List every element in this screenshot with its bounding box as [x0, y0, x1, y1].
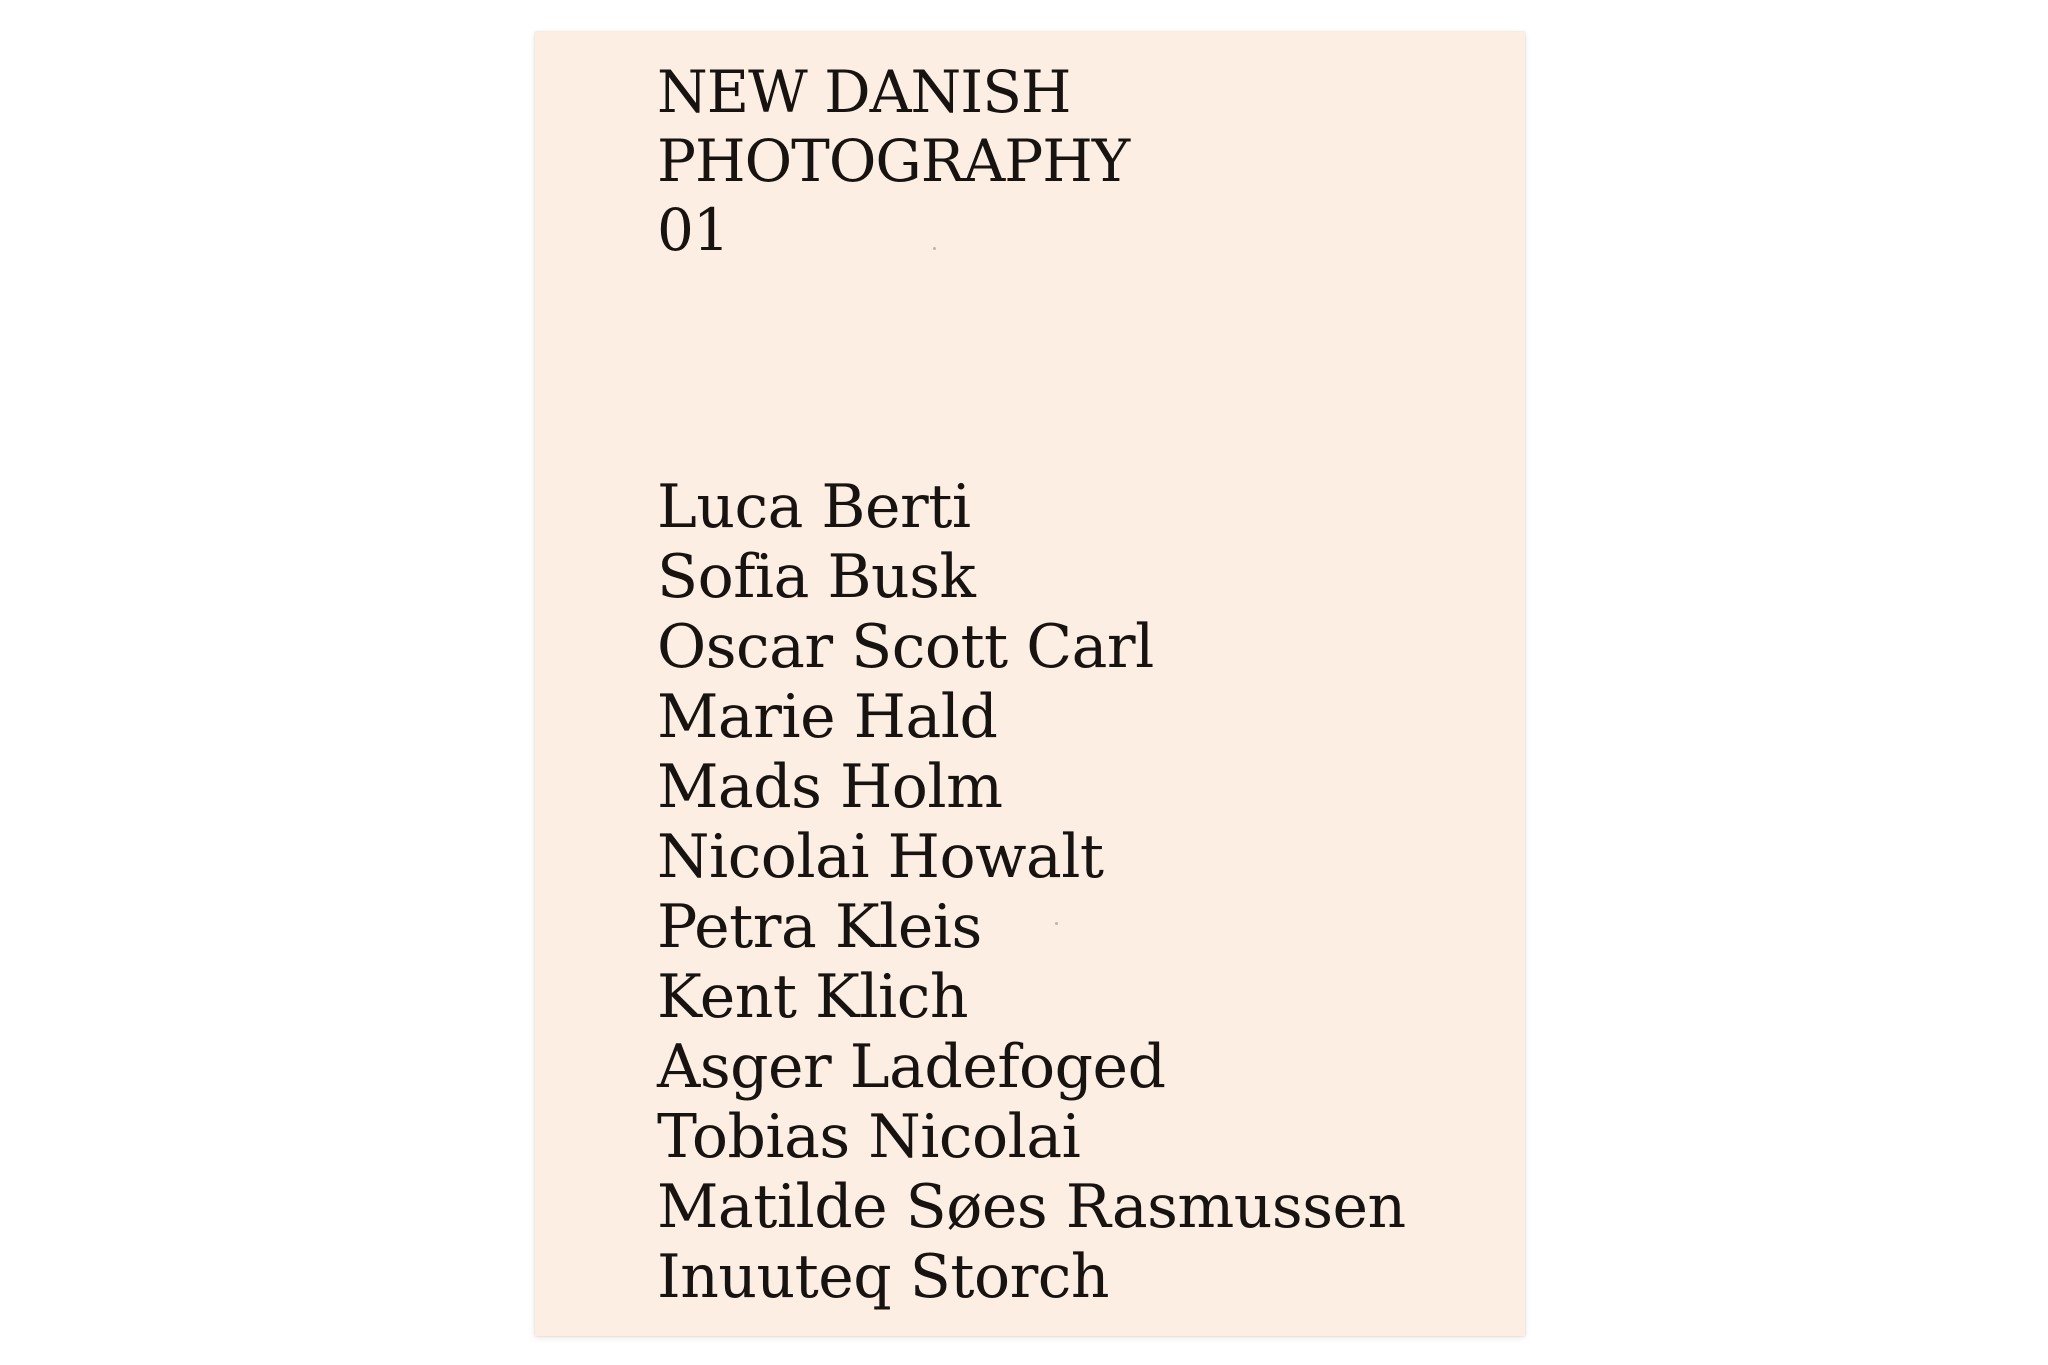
artist-name: Marie Hald — [657, 682, 998, 752]
artist-name: Tobias Nicolai — [657, 1102, 1081, 1172]
artist-list — [657, 472, 1406, 1312]
artist-name: Asger Ladefoged — [657, 1032, 1166, 1102]
artist-name: Sofia Busk — [657, 542, 976, 612]
cover-title-line-1: NEW DANISH — [657, 58, 1071, 126]
cover-title — [657, 58, 1129, 265]
artist-name: Luca Berti — [657, 472, 971, 542]
book-cover — [535, 32, 1525, 1336]
artist-name: Matilde Søes Rasmussen — [657, 1172, 1406, 1242]
artist-name: Inuuteq Storch — [657, 1242, 1109, 1312]
cover-title-line-3: 01 — [657, 196, 729, 264]
paper-speck — [1055, 922, 1058, 925]
artist-name: Petra Kleis — [657, 892, 982, 962]
paper-speck — [933, 247, 936, 250]
cover-title-line-2: PHOTOGRAPHY — [657, 127, 1130, 195]
artist-name: Kent Klich — [657, 962, 968, 1032]
artist-name: Oscar Scott Carl — [657, 612, 1154, 682]
artist-name: Mads Holm — [657, 752, 1003, 822]
artist-name: Nicolai Howalt — [657, 822, 1104, 892]
